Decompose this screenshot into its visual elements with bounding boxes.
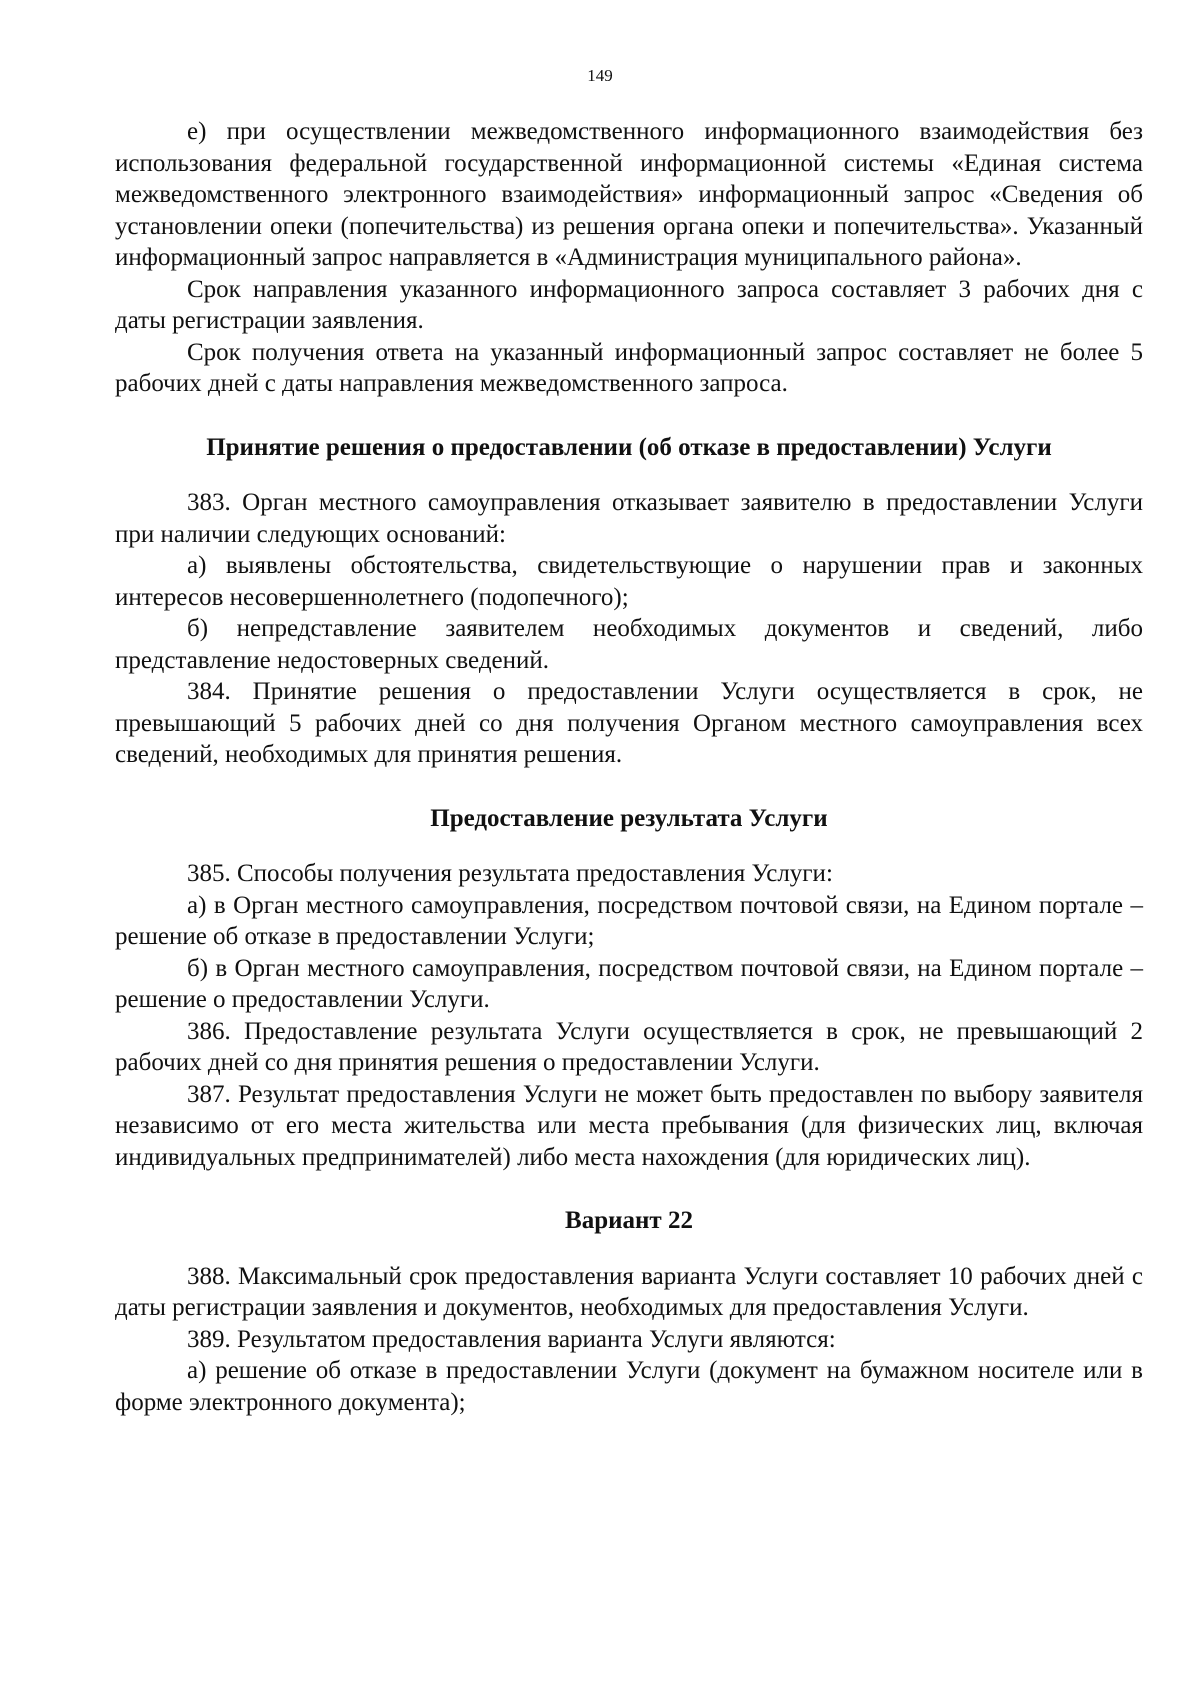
paragraph-389: 389. Результатом предоставления варианта Услуги являются: xyxy=(187,1325,836,1353)
paragraph-385: 385. Способы получения результата предоставления Услуги: xyxy=(187,860,833,887)
document-body xyxy=(115,116,1143,1418)
paragraph-387: 387. Результат предоставления Услуги не может быть предоставлен по выбору заявителя независимо от его места жительства или места пребывания (для физических лиц, включая индивидуальных предпринимателей) либо места нахождения (для юридических лиц). xyxy=(115,1080,1143,1171)
paragraph-385-b: б) в Орган местного самоуправления, посредством почтовой связи, на Едином портале – решение о предоставлении Услуги. xyxy=(115,954,1143,1013)
heading-result: Предоставление результата Услуги xyxy=(430,804,828,832)
paragraph-383-b: б) непредставление заявителем необходимых документов и сведений, либо представление недостоверных сведений. xyxy=(115,615,1143,674)
paragraph-383: 383. Орган местного самоуправления отказывает заявителю в предоставлении Услуги при наличии следующих оснований: xyxy=(115,489,1143,548)
heading-variant-22: Вариант 22 xyxy=(565,1207,693,1234)
paragraph-383-a: а) выявлены обстоятельства, свидетельствующие о нарушении прав и законных интересов несовершеннолетнего (подопечного); xyxy=(115,552,1143,611)
page-number: 149 xyxy=(587,66,613,85)
paragraph-response-deadline: Срок получения ответа на указанный информационный запрос составляет не более 5 рабочих дней с даты направления межведомственного запроса. xyxy=(115,338,1143,397)
paragraph-385-a: а) в Орган местного самоуправления, посредством почтовой связи, на Едином портале – решение об отказе в предоставлении Услуги; xyxy=(115,891,1143,950)
paragraph-request-deadline: Срок направления указанного информационного запроса составляет 3 рабочих дня с даты регистрации заявления. xyxy=(115,275,1143,334)
paragraph-384: 384. Принятие решения о предоставлении Услуги осуществляется в срок, не превышающий 5 рабочих дней со дня получения Органом местного самоуправления всех сведений, необходимых для принятия решения. xyxy=(115,678,1143,768)
heading-decision: Принятие решения о предоставлении (об отказе в предоставлении) Услуги xyxy=(206,433,1052,461)
paragraph-interagency-request: е) при осуществлении межведомственного информационного взаимодействия без использования федеральной государственной информационной системы «Единая система межведомственного электронного взаимодействия» информационный запрос «Сведения об установлении опеки (попечительства) из решения органа опеки и попечительства». Указанный информационный запрос направляется в «Администрация муниципального района». xyxy=(115,118,1143,271)
paragraph-389-a: а) решение об отказе в предоставлении Услуги (документ на бумажном носителе или в форме электронного документа); xyxy=(115,1357,1143,1416)
paragraph-386: 386. Предоставление результата Услуги осуществляется в срок, не превышающий 2 рабочих дней со дня принятия решения о предоставлении Услуги. xyxy=(115,1017,1143,1076)
paragraph-388: 388. Максимальный срок предоставления варианта Услуги составляет 10 рабочих дней с даты регистрации заявления и документов, необходимых для предоставления Услуги. xyxy=(115,1262,1143,1321)
